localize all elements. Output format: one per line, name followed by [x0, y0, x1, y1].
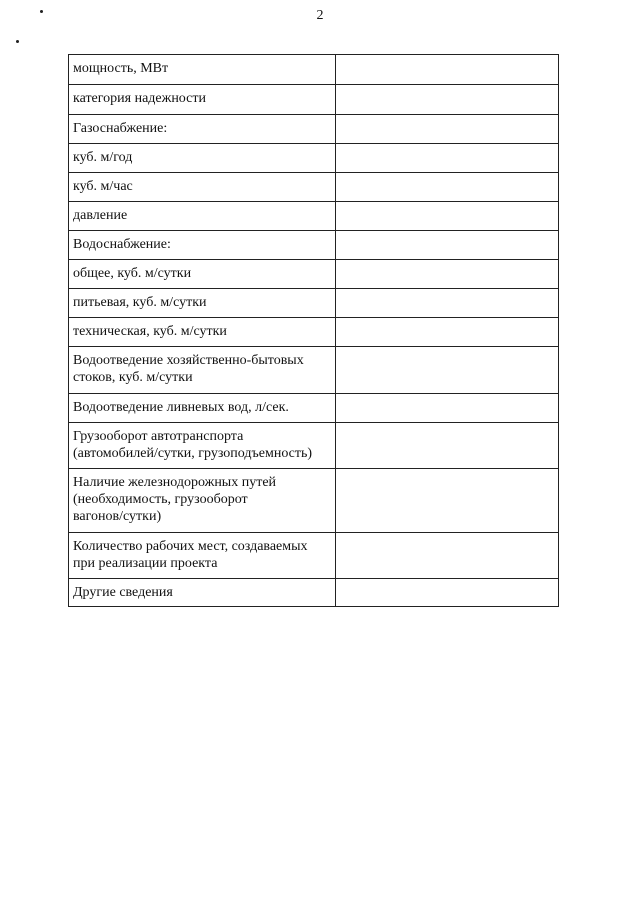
application-form-table — [68, 54, 559, 607]
row-value-household-sewage[interactable] — [336, 347, 559, 394]
table-row — [69, 347, 559, 394]
row-label-water-total: общее, куб. м/сутки — [69, 260, 336, 289]
row-value-water-technical[interactable] — [336, 318, 559, 347]
table-row — [69, 289, 559, 318]
table-row — [69, 173, 559, 202]
row-label-vehicle-freight: Грузооборот автотранспорта (автомобилей/сутки, грузоподъемность) — [69, 423, 336, 469]
row-value-gas-per-hour[interactable] — [336, 173, 559, 202]
table-row — [69, 533, 559, 579]
row-label-gas-per-year: куб. м/год — [69, 144, 336, 173]
row-value-railway-tracks[interactable] — [336, 469, 559, 533]
table-row — [69, 144, 559, 173]
table-row — [69, 394, 559, 423]
row-value-water-total[interactable] — [336, 260, 559, 289]
row-label-power: мощность, МВт — [69, 55, 336, 85]
table-row — [69, 423, 559, 469]
table-row — [69, 579, 559, 607]
row-value-gas-per-year[interactable] — [336, 144, 559, 173]
row-value-other-info[interactable] — [336, 579, 559, 607]
table-row — [69, 115, 559, 144]
row-value-gas-supply[interactable] — [336, 115, 559, 144]
row-label-water-drinking: питьевая, куб. м/сутки — [69, 289, 336, 318]
row-label-gas-per-hour: куб. м/час — [69, 173, 336, 202]
scan-speck — [16, 40, 19, 43]
table-row — [69, 231, 559, 260]
row-label-railway-tracks: Наличие железнодорожных путей (необходимость, грузооборот вагонов/сутки) — [69, 469, 336, 533]
row-label-gas-supply: Газоснабжение: — [69, 115, 336, 144]
row-value-power[interactable] — [336, 55, 559, 85]
row-label-water-supply: Водоснабжение: — [69, 231, 336, 260]
table-row — [69, 202, 559, 231]
row-label-storm-drainage: Водоотведение ливневых вод, л/сек. — [69, 394, 336, 423]
row-value-water-supply[interactable] — [336, 231, 559, 260]
table-row — [69, 85, 559, 115]
row-label-pressure: давление — [69, 202, 336, 231]
row-value-jobs-created[interactable] — [336, 533, 559, 579]
row-value-water-drinking[interactable] — [336, 289, 559, 318]
row-label-reliability-category: категория надежности — [69, 85, 336, 115]
table-row — [69, 318, 559, 347]
row-value-storm-drainage[interactable] — [336, 394, 559, 423]
table-row — [69, 260, 559, 289]
page-number: 2 — [316, 8, 324, 23]
row-label-household-sewage: Водоотведение хозяйственно-бытовых стоков, куб. м/сутки — [69, 347, 336, 394]
row-value-reliability-category[interactable] — [336, 85, 559, 115]
row-label-other-info: Другие сведения — [69, 579, 336, 607]
row-label-water-technical: техническая, куб. м/сутки — [69, 318, 336, 347]
row-label-jobs-created: Количество рабочих мест, создаваемых при реализации проекта — [69, 533, 336, 579]
table-row — [69, 469, 559, 533]
row-value-vehicle-freight[interactable] — [336, 423, 559, 469]
row-value-pressure[interactable] — [336, 202, 559, 231]
table-row — [69, 55, 559, 85]
